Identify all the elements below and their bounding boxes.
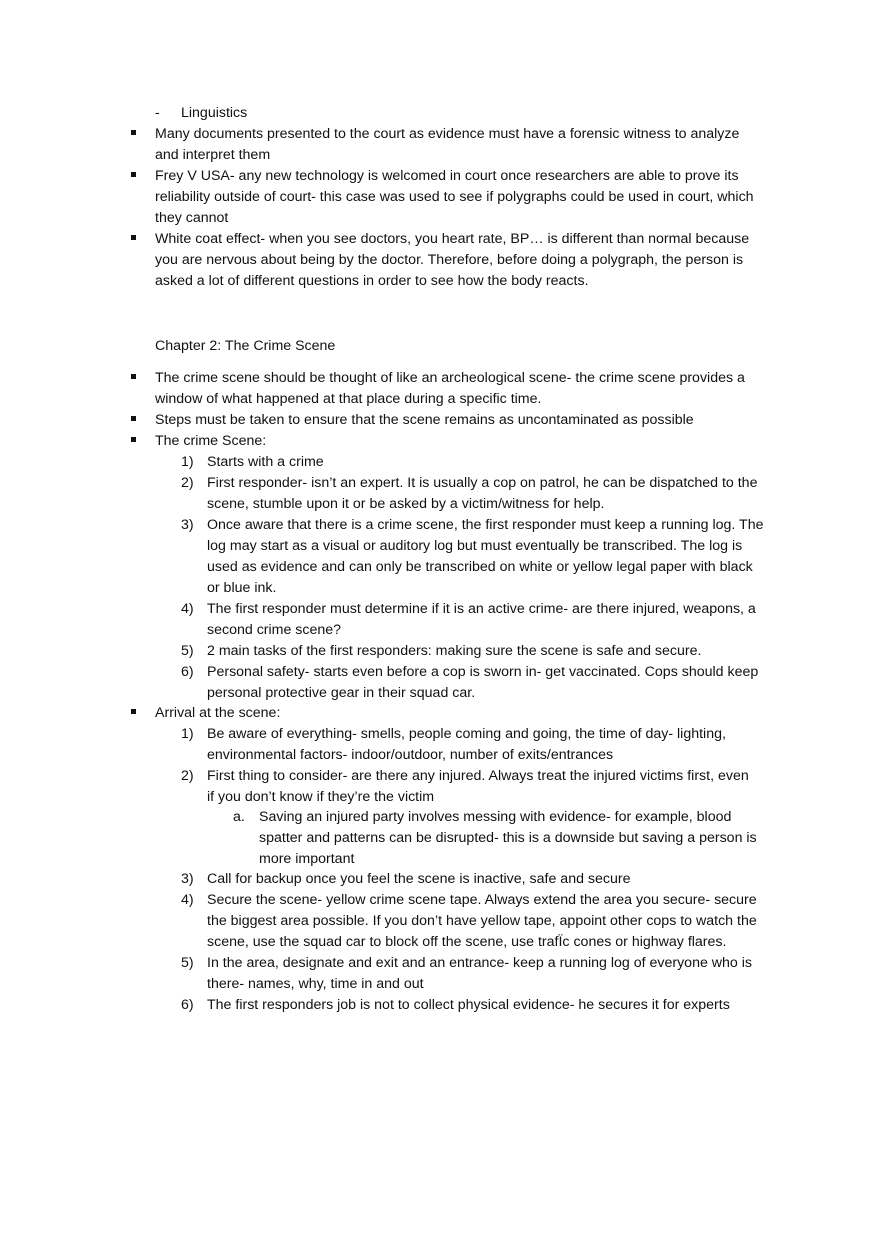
text-line: and interpret them [155, 147, 271, 163]
text-line: environmental factors- indoor/outdoor, number of exits/entrances [207, 747, 614, 763]
bullet-square [131, 374, 136, 379]
text-line: Secure the scene- yellow crime scene tape. Always extend the area you secure- secure [207, 892, 757, 908]
text-line: Be aware of everything- smells, people coming and going, the time of day- lighting, [207, 726, 726, 742]
text-line: there- names, why, time in and out [207, 976, 424, 992]
text-line: Personal safety- starts even before a cop is sworn in- get vaccinated. Cops should keep [207, 664, 759, 680]
text-line: reliability outside of court- this case was used to see if polygraphs could be used in court, which [155, 189, 754, 205]
text-line: Many documents presented to the court as evidence must have a forensic witness to analyze [155, 126, 740, 142]
bullet-square [131, 416, 136, 421]
text-line: First thing to consider- are there any injured. Always treat the injured victims first, even [207, 768, 749, 784]
sublist-letter: a. [233, 809, 245, 825]
text-line: First responder- isn’t an expert. It is usually a cop on patrol, he can be dispatched to the [207, 475, 758, 491]
list-number: 1) [181, 454, 194, 470]
list-number: 2) [181, 475, 194, 491]
text-line: more important [259, 851, 355, 867]
text-line: second crime scene? [207, 622, 342, 638]
text-line: The crime scene should be thought of like an archeological scene- the crime scene provides a [155, 370, 745, 386]
list-number: 4) [181, 601, 194, 617]
text-line: scene, use the squad car to block off the scene, use trafÏc cones or highway flares. [207, 934, 727, 950]
text-line: if you don’t know if they’re the victim [207, 789, 435, 805]
text-line: spatter and patterns can be disrupted- this is a downside but saving a person is [259, 830, 757, 846]
text-line: In the area, designate and exit and an entrance- keep a running log of everyone who is [207, 955, 753, 971]
text-line: White coat effect- when you see doctors, you heart rate, BP… is different than normal because [155, 231, 750, 247]
text-line: you are nervous about being by the doctor. Therefore, before doing a polygraph, the person is [155, 252, 744, 268]
bullet-square [131, 130, 136, 135]
text-line: 2 main tasks of the first responders: making sure the scene is safe and secure. [207, 643, 702, 659]
text-line: Arrival at the scene: [155, 705, 281, 721]
text-line: scene, stumble upon it or be asked by a victim/witness for help. [207, 496, 605, 512]
text-line: The crime Scene: [155, 433, 267, 449]
text-line: The first responders job is not to collect physical evidence- he secures it for experts [207, 997, 730, 1013]
text-line: Call for backup once you feel the scene is inactive, safe and secure [207, 871, 631, 887]
text-line: they cannot [155, 210, 229, 226]
text-line: or blue ink. [207, 580, 277, 596]
list-number: 6) [181, 997, 194, 1013]
list-number: 5) [181, 643, 194, 659]
list-number: 6) [181, 664, 194, 680]
list-number: 4) [181, 892, 194, 908]
intro-item-text: Linguistics [181, 105, 248, 121]
text-line: Steps must be taken to ensure that the scene remains as uncontaminated as possible [155, 412, 694, 428]
text-line: Saving an injured party involves messing with evidence- for example, blood [259, 809, 732, 825]
list-number: 5) [181, 955, 194, 971]
text-line: Frey V USA- any new technology is welcomed in court once researchers are able to prove its [155, 168, 739, 184]
text-line: Once aware that there is a crime scene, the first responder must keep a running log. The [207, 517, 764, 533]
bullet-square [131, 437, 136, 442]
text-line: log may start as a visual or auditory log but must eventually be transcribed. The log is [207, 538, 743, 554]
text-line: the biggest area possible. If you don’t have yellow tape, appoint other cops to watch the [207, 913, 757, 929]
text-line: Starts with a crime [207, 454, 324, 470]
list-number: 3) [181, 871, 194, 887]
chapter-heading: Chapter 2: The Crime Scene [155, 338, 336, 354]
text-line: asked a lot of different questions in order to see how the body reacts. [155, 273, 589, 289]
list-number: 3) [181, 517, 194, 533]
bullet-square [131, 172, 136, 177]
bullet-square [131, 235, 136, 240]
text-line: The first responder must determine if it is an active crime- are there injured, weapons, a [207, 601, 756, 617]
list-number: 1) [181, 726, 194, 742]
text-line: window of what happened at that place during a specific time. [155, 391, 542, 407]
list-number: 2) [181, 768, 194, 784]
bullet-square [131, 709, 136, 714]
dash-marker: - [155, 105, 160, 121]
text-line: personal protective gear in their squad car. [207, 685, 476, 701]
text-line: used as evidence and can only be transcribed on white or yellow legal paper with black [207, 559, 753, 575]
